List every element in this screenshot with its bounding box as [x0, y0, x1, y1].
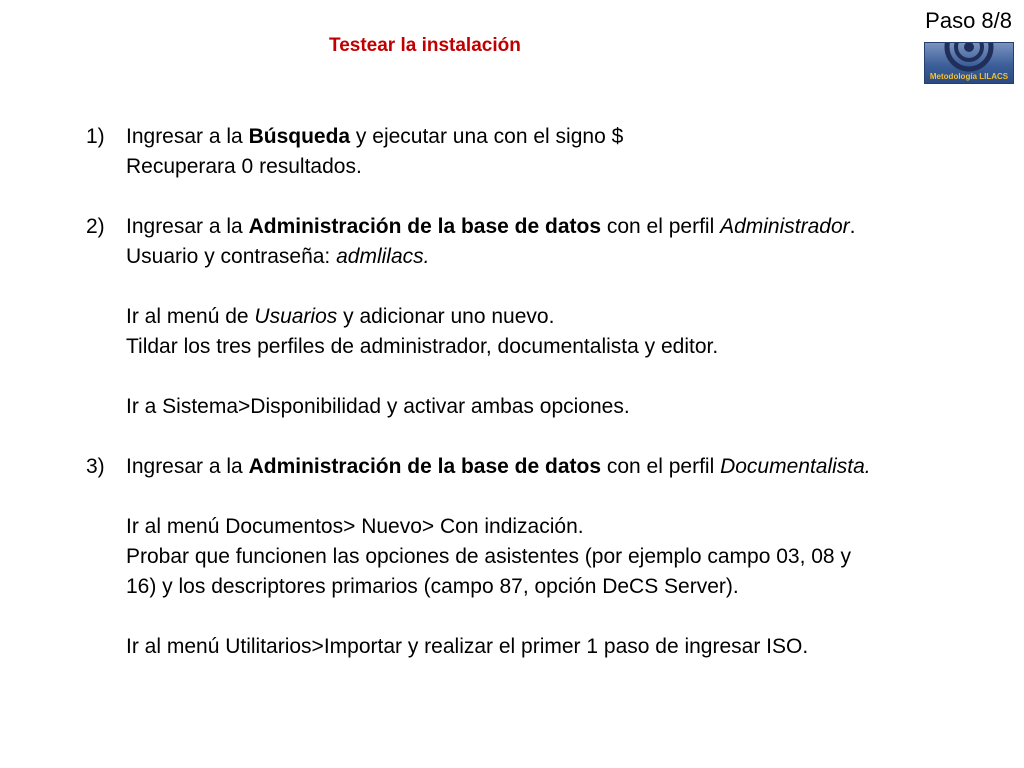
step-line: Ingresar a la Búsqueda y ejecutar una con el signo $: [126, 125, 624, 148]
steps-list: [86, 122, 986, 662]
slide-title: Testear la instalación: [329, 35, 521, 56]
lilacs-logo: [924, 42, 1014, 84]
step-item: [86, 122, 986, 182]
step-item: [86, 212, 986, 422]
step-item: [86, 452, 986, 662]
step-indicator: Paso 8/8: [925, 8, 1012, 33]
step-line: Ir a Sistema>Disponibilidad y activar ambas opciones.: [126, 395, 630, 418]
step-line: Recuperara 0 resultados.: [126, 155, 362, 178]
step-line: Ir al menú Utilitarios>Importar y realizar el primer 1 paso de ingresar ISO.: [126, 635, 809, 658]
step-line: Ingresar a la Administración de la base de datos con el perfil Documentalista.: [126, 455, 871, 478]
step-line: Ir al menú Documentos> Nuevo> Con indización.: [126, 515, 584, 538]
step-number: 1): [86, 125, 105, 148]
step-number: 2): [86, 215, 105, 238]
logo-text: Metodología LILACS: [929, 72, 1009, 81]
step-line: Ir al menú de Usuarios y adicionar uno nuevo.: [126, 305, 555, 328]
step-line: Ingresar a la Administración de la base de datos con el perfil Administrador.: [126, 215, 856, 238]
step-number: 3): [86, 455, 105, 478]
step-line: Probar que funcionen las opciones de asistentes (por ejemplo campo 03, 08 y: [126, 545, 851, 568]
step-line: 16) y los descriptores primarios (campo 87, opción DeCS Server).: [126, 575, 739, 598]
step-line: Usuario y contraseña: admlilacs.: [126, 245, 430, 268]
step-line: Tildar los tres perfiles de administrador, documentalista y editor.: [126, 335, 719, 358]
